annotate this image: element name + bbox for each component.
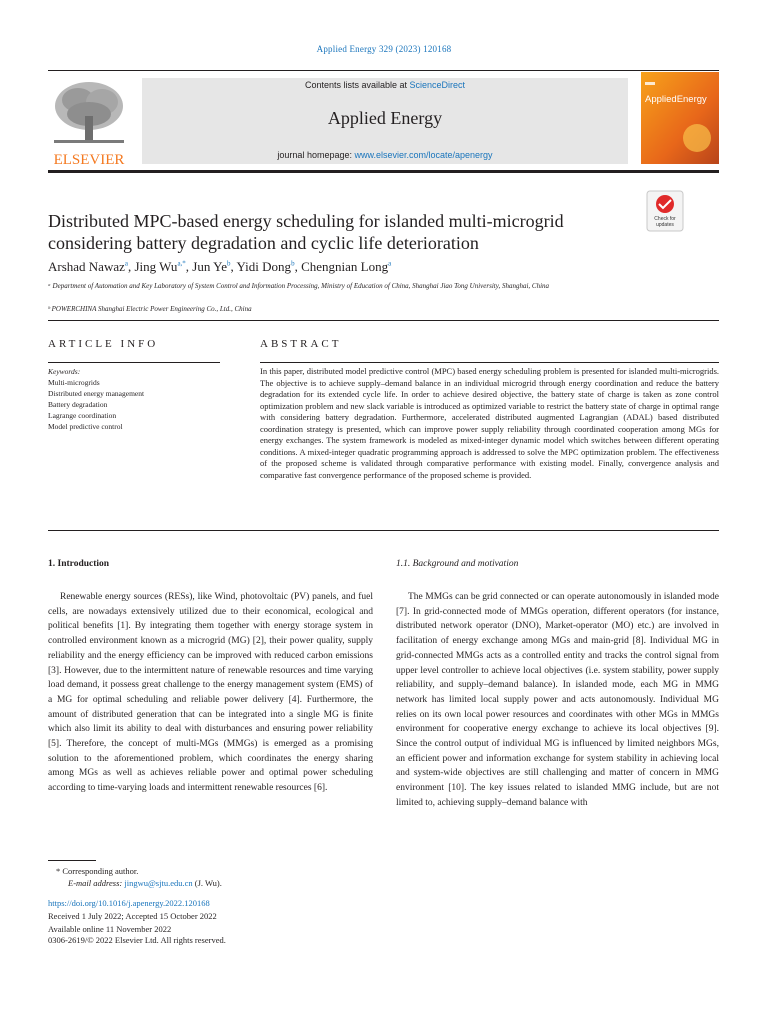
- check-updates-icon: [646, 190, 684, 232]
- email-suffix: (J. Wu).: [192, 878, 222, 888]
- doi-link[interactable]: https://doi.org/10.1016/j.apenergy.2022.120168: [48, 898, 210, 908]
- title-line-2: considering battery degradation and cyclic life deterioration: [48, 233, 479, 253]
- svg-text:Check for: Check for: [654, 216, 676, 222]
- check-for-updates-badge[interactable]: [646, 190, 684, 232]
- elsevier-wordmark: ELSEVIER: [53, 152, 125, 168]
- cover-title: AppliedEnergy: [645, 94, 707, 105]
- abstract-text: In this paper, distributed model predictive control (MPC) based energy scheduling problem is presented for islanded multi-microgrids. The objective is to achieve supply–demand balance in an individual microgrid through energy coordination and reduce the battery degradation for its extended cycle life. In order to achieve desired objective, the battery state of charge is taken as zone control optimization problem and new slack variable is introduced as optimized variable to restrict the battery state of charge in optimal range with considering battery degradation. Furthermore, accelerated distributed augmented Lagrangian (ADAL) based distributed coordination strategy is presented, which can improve power supply reliability through coordinated cooperation among MGs for energy exchanges. The system framework is modeled as mixed-integer dynamic model which switches between different operating conditions. A mixed-integer quadratic programming approach is addressed to solve the MPC optimization problem. The effectiveness of the proposed scheme is validated through comparative performance with existing model. Finally, convergence analysis and comparative fast convergence performance of the proposed scheme is provided.: [260, 366, 719, 480]
- keyword-item: Battery degradation: [48, 400, 108, 409]
- keyword-item: Model predictive control: [48, 422, 123, 431]
- keyword-item: Lagrange coordination: [48, 411, 117, 420]
- affiliation-b: ᵇ POWERCHINA Shanghai Electric Power Engineering Co., Ltd., China: [48, 305, 252, 313]
- keywords-block: [48, 366, 144, 432]
- intro-paragraph: Renewable energy sources (RESs), like Wind, photovoltaic (PV) panels, and fuel cells, are nowadays extensively utilized due to their economical, ecological and political benefits [1]. By integrating them together with energy storage system in controlled environment known as a microgrid (MG) [2], their power quality, supply reliability and the energy efficiency can be improved with reduced carbon emissions [3]. However, due to the intermittent nature of renewable resources and time varying load demand, it possess great challenge to the energy management system (EMS) of a MG for optimal scheduling and reliable power delivery [4]. Furthermore, the amount of distributed generation that can be integrated into a single MG is finite which also limit its ability to deal with disturbances and ensuring power reliability [5]. Therefore, the concept of multi-MGs (MMGs) is emerged as a promising solution to the aforementioned problem, which coordinates the energy sharing among MGs as well as achieves reliable power and optimal power scheduling according to time-varying loads and intermittent renewable resources [6].: [48, 592, 373, 794]
- author-name[interactable]: Yidi Dong: [236, 259, 292, 274]
- author-affil[interactable]: a,*: [177, 259, 186, 268]
- abstract-rule: [260, 362, 719, 363]
- keyword-item: Multi-microgrids: [48, 378, 100, 387]
- svg-text:updates: updates: [656, 222, 674, 228]
- author-name[interactable]: Jun Ye: [192, 259, 227, 274]
- author-name[interactable]: Jing Wu: [134, 259, 178, 274]
- copyright-line: 0306-2619/© 2022 Elsevier Ltd. All rights reserved.: [48, 935, 226, 945]
- homepage-link[interactable]: www.elsevier.com/locate/apenergy: [354, 150, 493, 160]
- subsection-heading-background: 1.1. Background and motivation: [396, 559, 519, 569]
- elsevier-logo[interactable]: [48, 78, 130, 168]
- author-affil[interactable]: b: [226, 259, 231, 268]
- author-name[interactable]: Arshad Nawaz: [48, 259, 125, 274]
- author-affil[interactable]: a: [124, 259, 128, 268]
- email-link[interactable]: jingwu@sjtu.edu.cn: [124, 878, 193, 888]
- sciencedirect-link[interactable]: ScienceDirect: [409, 80, 466, 90]
- running-citation[interactable]: Applied Energy 329 (2023) 120168: [316, 44, 452, 54]
- section-rule: [48, 320, 719, 321]
- author-affil[interactable]: a: [388, 259, 392, 268]
- header-thick-rule: [48, 170, 719, 173]
- journal-cover[interactable]: [641, 72, 719, 164]
- top-rule: [48, 70, 719, 71]
- article-info-heading: ARTICLE INFO: [48, 338, 159, 350]
- background-paragraph: The MMGs can be grid connected or can operate autonomously in islanded mode [7]. In grid-connected mode of MMGs operation, different operators (for instance, distributed network operator (DNO), Market-operator (MO) etc.) are involved in facilitation of energy exchange among MGs and main-grid [8]. Individual MG in grid-connected MMGs acts as a controlled entity and tracks the control signal from upper level controller to achieve local objectives (i.e. system stability, power supply reliability, and supply–demand balance). In islanded mode, each MG in MMG network has limited local supply power and acts autonomously. Individual MG relies on its own local power resources and coordinates with other MGs in MMGs environment for cooperative energy exchange to achieve its local objectives [9]. Since the control output of individual MG is influenced by limited neighbors MGs, an efficient power and information exchange for system stability in achieving local and system-wide objectives are still challenging and matter of concern in MMG environment [10]. The key issues related to islanded MMG include, but are not limited to, achieving supply–demand balance with: [396, 592, 719, 808]
- elsevier-tree-icon: [48, 78, 130, 168]
- footnote-rule: [48, 860, 96, 861]
- abstract-heading: ABSTRACT: [260, 338, 342, 350]
- author-name[interactable]: Chengnian Long: [301, 259, 389, 274]
- affiliation-a: ᵃ Department of Automation and Key Laboratory of System Control and Information Processing, Ministry of Education of China, Shanghai Jiao Tong University, Shanghai, China: [48, 282, 550, 290]
- available-online: Available online 11 November 2022: [48, 924, 172, 934]
- journal-title: Applied Energy: [327, 108, 443, 128]
- title-line-1: Distributed MPC-based energy scheduling for islanded multi-microgrid: [48, 211, 564, 231]
- homepage-line: [142, 150, 628, 160]
- cover-image: [641, 72, 719, 164]
- section-heading-introduction: 1. Introduction: [48, 559, 110, 569]
- contents-line: [142, 80, 628, 90]
- received-dates: Received 1 July 2022; Accepted 15 October 2022: [48, 911, 217, 921]
- homepage-prefix: journal homepage:: [277, 150, 355, 160]
- abstract-end-rule: [48, 530, 719, 531]
- author-list: Arshad Nawaz$^a$, Jing $Wu^{a,*}$, Jun Ye$^b$, Yidi Dong$^b$, Chengnian Long$^a$: [48, 259, 392, 274]
- article-info-rule: [48, 362, 220, 363]
- contents-prefix: Contents lists available at: [304, 80, 410, 90]
- keyword-item: Distributed energy management: [48, 389, 145, 398]
- corresponding-note: * Corresponding author.: [56, 866, 139, 876]
- author-affil[interactable]: b: [291, 259, 295, 268]
- article-title: [48, 210, 638, 254]
- email-label: E-mail address:: [68, 878, 125, 888]
- keywords-label: Keywords:: [48, 367, 81, 376]
- email-line: [68, 877, 222, 889]
